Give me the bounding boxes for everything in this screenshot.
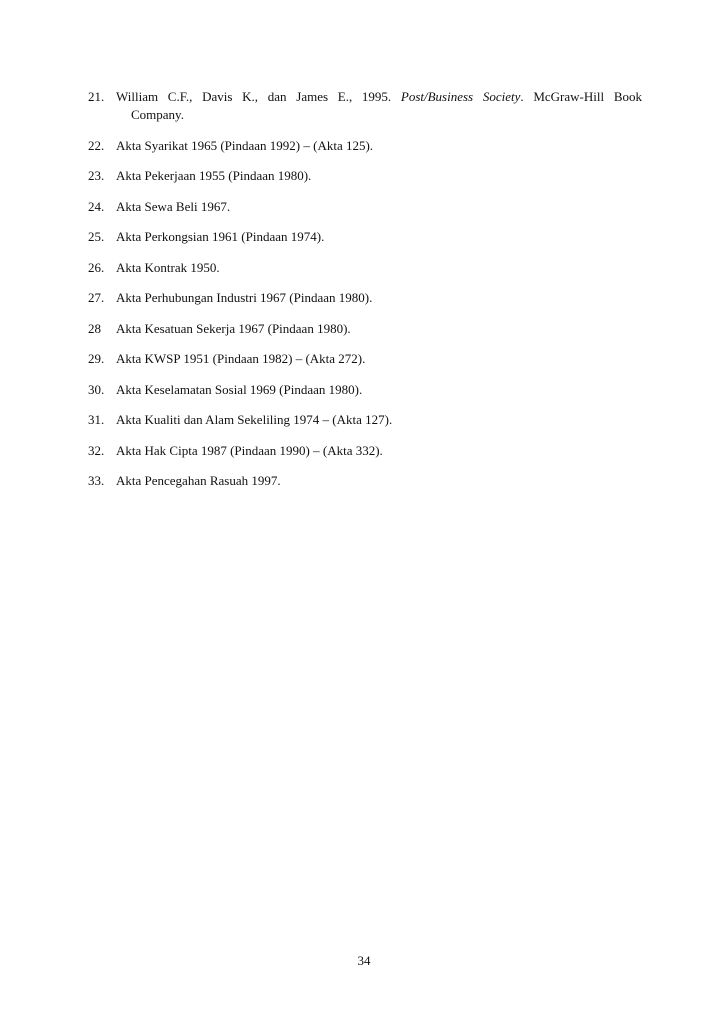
reference-text: Akta Sewa Beli 1967. bbox=[116, 198, 231, 214]
reference-text: Akta Perkongsian 1961 (Pindaan 1974). bbox=[116, 229, 325, 244]
reference-number: 30. bbox=[88, 381, 105, 397]
reference-item bbox=[88, 228, 642, 246]
reference-item bbox=[88, 472, 642, 490]
reference-item bbox=[88, 320, 642, 338]
reference-item bbox=[88, 411, 642, 429]
reference-item bbox=[88, 381, 642, 399]
reference-number: 29. bbox=[88, 351, 105, 366]
reference-text: Akta Kesatuan Sekerja 1967 (Pindaan 1980). bbox=[116, 320, 351, 336]
reference-item bbox=[88, 137, 642, 155]
reference-number: 21. bbox=[88, 89, 105, 104]
reference-item bbox=[88, 289, 642, 307]
reference-continuation: Company. bbox=[131, 107, 184, 122]
reference-item bbox=[88, 350, 642, 368]
reference-number: 26. bbox=[88, 259, 105, 275]
reference-number: 27. bbox=[88, 290, 105, 305]
page-number: 34 bbox=[357, 953, 371, 968]
reference-text: Akta KWSP 1951 (Pindaan 1982) – (Akta 272). bbox=[116, 351, 366, 366]
reference-number: 22. bbox=[88, 137, 105, 153]
reference-text: Akta Kontrak 1950. bbox=[116, 259, 220, 275]
reference-item bbox=[88, 442, 642, 460]
reference-text: Akta Syarikat 1965 (Pindaan 1992) – (Akta 125). bbox=[116, 137, 374, 153]
reference-number: 25. bbox=[88, 229, 105, 244]
reference-text: Akta Kualiti dan Alam Sekeliling 1974 – (Akta 127). bbox=[116, 412, 393, 427]
reference-list bbox=[88, 88, 642, 503]
reference-text: Akta Pencegahan Rasuah 1997. bbox=[116, 473, 281, 488]
reference-text: Akta Pekerjaan 1955 (Pindaan 1980). bbox=[116, 168, 312, 183]
reference-number: 33. bbox=[88, 473, 105, 488]
reference-item bbox=[88, 88, 642, 124]
reference-number: 31. bbox=[88, 412, 105, 427]
reference-title: Post/Business Society bbox=[400, 89, 521, 104]
reference-number: 24. bbox=[88, 198, 105, 214]
reference-number: 23. bbox=[88, 168, 105, 183]
reference-text: Akta Perhubungan Industri 1967 (Pindaan 1980). bbox=[116, 290, 373, 305]
reference-number: 32. bbox=[88, 442, 105, 458]
reference-text-line bbox=[116, 88, 642, 106]
reference-authors: William C.F., Davis K., dan James E., 1995. bbox=[116, 89, 401, 104]
reference-item bbox=[88, 259, 642, 277]
reference-number: 28 bbox=[88, 320, 101, 336]
reference-text: Akta Keselamatan Sosial 1969 (Pindaan 1980). bbox=[116, 381, 363, 397]
reference-item bbox=[88, 198, 642, 216]
reference-item bbox=[88, 167, 642, 185]
reference-text: Akta Hak Cipta 1987 (Pindaan 1990) – (Akta 332). bbox=[116, 442, 383, 458]
reference-publisher: . McGraw-Hill Book bbox=[520, 89, 642, 104]
